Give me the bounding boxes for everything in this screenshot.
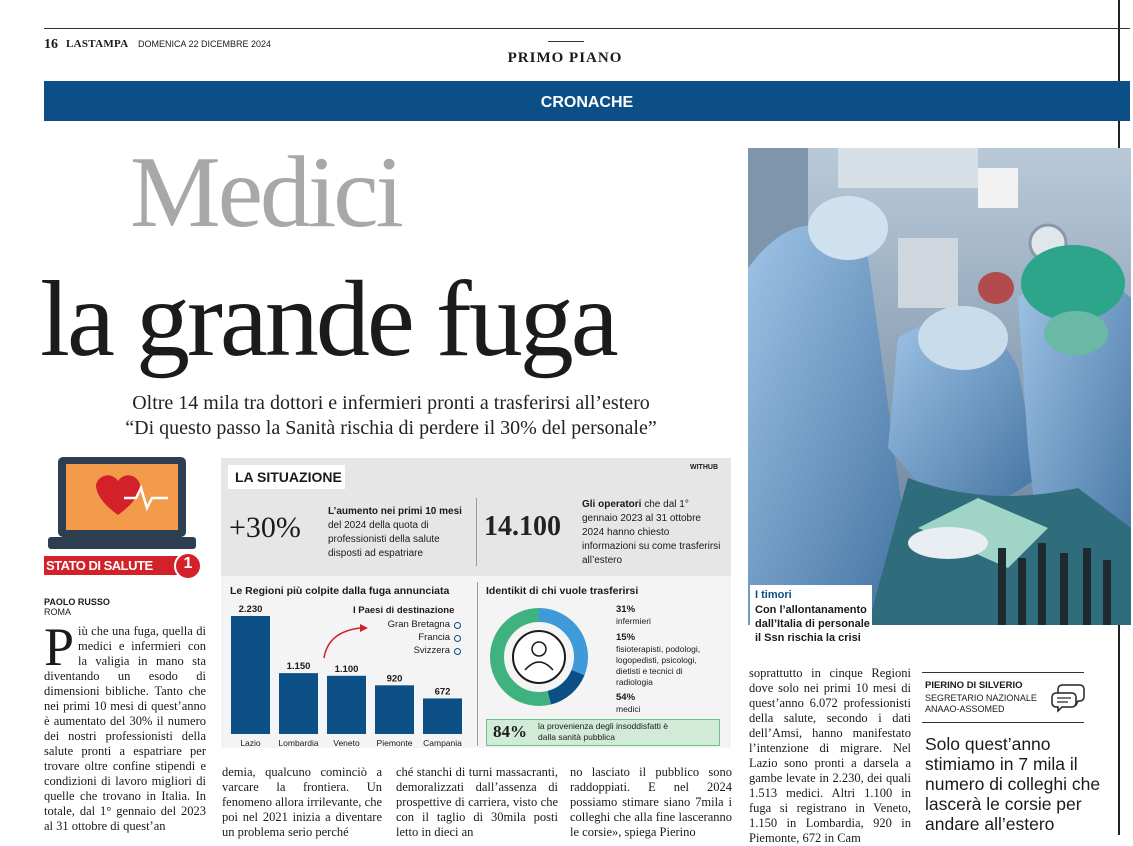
- issue-date: DOMENICA 22 DICEMBRE 2024: [138, 39, 272, 49]
- photo-caption-title: I timori: [755, 589, 792, 601]
- identikit-title: Identikit di chi vuole trasferirsi: [486, 585, 639, 597]
- pullquote-text: Solo quest’anno stimiamo in 7 mila il numero di colleghi che lascerà le corsie per andare all’estero: [925, 734, 1101, 834]
- bar: [231, 616, 270, 734]
- article-column-1: [44, 617, 206, 835]
- bar-category-label: Veneto: [333, 738, 360, 748]
- stat-operators-value: 14.100: [484, 511, 561, 542]
- identikit-pct: 54%: [616, 692, 636, 703]
- section-band-label: CRONACHE: [540, 94, 634, 111]
- stat-increase-desc: del 2024 della quota di professionisti della salute disposti ad espatriare: [328, 520, 440, 559]
- identikit-label: medici: [616, 704, 641, 714]
- bar-category-label: Lombardia: [278, 738, 319, 748]
- stat-increase-text: [328, 505, 468, 561]
- circle-icon: [454, 648, 461, 655]
- identikit-label: infermieri: [616, 616, 651, 626]
- bar-value-label: 1.150: [286, 661, 311, 673]
- identikit-pct: 15%: [616, 632, 636, 643]
- page-number: 16: [44, 37, 58, 52]
- byline-author: PAOLO RUSSO: [44, 597, 110, 607]
- identikit-label: fisioterapisti, podologi, logopedisti, psicologi, dietisti e tecnici di radiologia: [616, 644, 701, 687]
- identikit-pct: 31%: [616, 604, 636, 615]
- bar: [423, 698, 462, 734]
- bar: [279, 673, 318, 734]
- bar-category-label: Lazio: [240, 738, 261, 748]
- speech-bubbles-icon: [1052, 681, 1086, 713]
- bar-value-label: 920: [386, 673, 403, 685]
- article-column-3: ché stanchi di turni massacranti, demoralizzati dall’assenza di prospettive di carriera, visto che con il taglio di 30mila posti letto in dieci an: [396, 765, 558, 839]
- origin-text: la provenienza degli insoddisfatti è dalla sanità pubblica: [538, 721, 668, 742]
- pullquote-rule: [922, 672, 1084, 673]
- regions-chart-title: Le Regioni più colpite dalla fuga annunciata: [230, 585, 450, 597]
- stat-operators-desc: che dal 1° gennaio 2023 al 31 ottobre 2024 hanno chiesto informazioni su come trasferirsi all’estero: [582, 499, 721, 566]
- deck-line2: “Di questo passo la Sanità rischia di perdere il 30% del personale”: [125, 417, 657, 439]
- series-badge-label: STATO DI SALUTE: [46, 558, 153, 573]
- stat-divider: [476, 498, 477, 566]
- series-number: 1: [183, 555, 193, 572]
- destination-item: Gran Bretagna: [387, 619, 450, 630]
- donut-center: [513, 631, 565, 683]
- section-kicker: PRIMO PIANO: [507, 50, 623, 66]
- identikit-donut-chart: [484, 602, 594, 712]
- circle-icon: [454, 635, 461, 642]
- circle-icon: [454, 622, 461, 629]
- article-column-1-text: iù che una fuga, quella di medici e infermieri con la valigia in mano sta diventando un esodo di dimensioni bibliche. Tanto che nei primi 10 mesi di quest’anno è aumentato del 30% il numero dei nostri professionisti della salute pronti a espatriare per trovare oltre confine stipendi e condizioni di lavoro migliori di quelle che trovano in Italia. In totale, dal 1° gennaio del 2023 al 31 ottobre di quest’an: [44, 624, 206, 833]
- headline-line2: la grande fuga: [40, 260, 616, 379]
- infographic-divider: [477, 582, 478, 746]
- bar: [327, 676, 366, 734]
- deck-line1: Oltre 14 mila tra dottori e infermieri pronti a trasferirsi all’estero: [132, 392, 650, 414]
- pullquote-name: PIERINO DI SILVERIO: [925, 680, 1023, 691]
- infographic-title: LA SITUAZIONE: [235, 469, 342, 485]
- arrow-icon: [318, 622, 368, 662]
- section-rule: [548, 41, 584, 42]
- stat-operators-text: [582, 498, 722, 568]
- stat-increase-value: +30%: [229, 511, 301, 544]
- stat-increase-bold: L’aumento nei primi 10 mesi: [328, 506, 462, 517]
- destinations-title: I Paesi di destinazione: [353, 605, 455, 616]
- byline-place: ROMA: [44, 607, 71, 617]
- drop-cap: P: [44, 617, 75, 677]
- top-rule: [44, 28, 1130, 29]
- pullquote-role: SEGRETARIO NAZIONALE ANAAO-ASSOMED: [925, 693, 1037, 714]
- photo-caption-text: Con l’allontanamento dall’Italia di personale il Ssn rischia la crisi: [755, 604, 870, 644]
- destination-item: Svizzera: [413, 645, 450, 656]
- bar-value-label: 1.100: [334, 663, 359, 675]
- stat-operators-bold: Gli operatori: [582, 499, 642, 510]
- masthead: LASTAMPA: [66, 38, 129, 50]
- bar-category-label: Piemonte: [376, 738, 413, 748]
- surgery-photo: [748, 148, 1131, 625]
- headline-line1: Medici: [130, 136, 401, 249]
- article-column-4: no lasciato il pubblico sono raddoppiati. E nel 2024 possiamo stimare siano 7mila i colleghi che alla fine lasceranno le corsie», spiega Pierino: [570, 765, 732, 839]
- bar: [375, 685, 414, 734]
- bar-value-label: 672: [434, 686, 451, 698]
- bar-value-label: 2.230: [238, 604, 263, 615]
- article-column-2: demia, qualcuno cominciò a varcare la frontiera. Un fenomeno allora irrilevante, che poi nel 2021 inizia a diventare un problema serio perché: [222, 765, 382, 839]
- bar-category-label: Campania: [423, 738, 462, 748]
- destination-item: Francia: [418, 632, 450, 643]
- origin-pct: 84%: [493, 722, 527, 741]
- pullquote-rule: [922, 722, 1084, 723]
- article-column-5: soprattutto in cinque Regioni dove solo nei primi 10 mesi di quest’anno 6.072 professionisti della salute, secondo i dati dell’Amsi, hanno manifestato l’intenzione di migrare. Nel Lazio sono pronti a darsela a gambe levate in 2.230, dei quali 1.513 medici. Altri 1.100 in fuga si registrano in Veneto, 1.150 in Lombardia, 920 in Piemonte, 672 in Cam: [749, 666, 911, 845]
- infographic-credit: WITHUB: [690, 464, 718, 471]
